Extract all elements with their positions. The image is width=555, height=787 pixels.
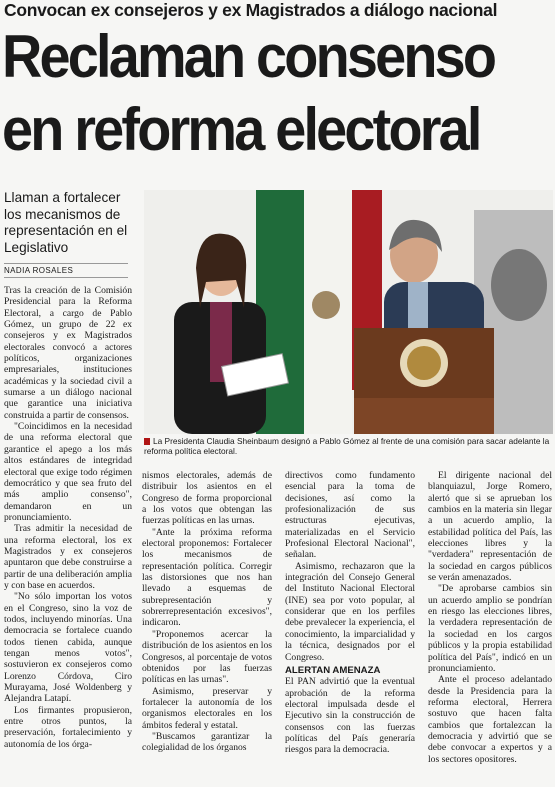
- headline-line-2: en reforma electoral: [2, 96, 480, 163]
- paragraph: El dirigente nacional del blanquiazul, Jorge Romero, alertó que si se aprueban los cambios en la materia sin llegar a un acuerdo amplio, la estabilidad política del País, las elecciones libres y la "verdadera" representación de la sociedad en cargos públicos se verán amenazados.: [428, 470, 552, 584]
- paragraph: "Coincidimos en la necesidad de una reforma electoral que garantice el apego a los más altos estándares de integridad electoral que exige todo régimen democrático y que sea fruto del más amplio consenso", demandaron en un pronunciamiento.: [4, 421, 132, 523]
- paragraph: directivos como fundamento esencial para la toma de decisiones, así como la profesionalización de sus estructuras ejecutivas, materializadas en el Servicio Profesional Electoral Nacional", señalan.: [285, 470, 415, 561]
- column-4: [428, 470, 552, 786]
- paragraph: Asimismo, rechazaron que la integración del Consejo General del Instituto Nacional Electoral (INE) sea por voto popular, al considerar que en los perfiles debe prevalecer la experiencia, el conocimiento, la imparcialidad y la técnica, designados por el Congreso.: [285, 560, 415, 663]
- column-2: [142, 470, 272, 786]
- column-3: [285, 470, 415, 786]
- paragraph: nismos electorales, además de distribuir los asientos en el Congreso de forma proporcional a los votos que obtengan las fuerzas políticas en las urnas.: [142, 470, 272, 527]
- paragraph: Ante el proceso adelantado desde la Presidencia para la reforma electoral, Herrera sostuvo que hacen falta cambios que fortalezcan la democracia y advirtió que se debe convocar a expertos y a los sectores opositores.: [428, 674, 552, 765]
- kicker: Convocan ex consejeros y ex Magistrados a diálogo nacional: [4, 0, 498, 20]
- byline: NADIA ROSALES: [4, 263, 128, 278]
- paragraph: "No sólo importan los votos en el Congreso, sino la voz de todos, incluyendo minorías. Una democracia se fortalece cuando todos tienen cabida, aunque tengan menos votos", sostuvieron ex consejeros como Lorenzo Córdova, Ciro Murayama, José Woldenberg y Alejandra Latapí.: [4, 591, 132, 705]
- paragraph: Los firmantes propusieron, entre otros puntos, la preservación, fortalecimiento y autonomía de los órga-: [4, 704, 132, 750]
- paragraph: Tras la creación de la Comisión Presidencial para la Reforma Electoral, a cargo de Pablo Gómez, un grupo de 22 ex consejeros y ex Magistrados electorales convocó a actores políticos, organizaciones empresariales, instituciones académicas y la sociedad civil a sumarse a un diálogo nacional que garantice una iniciativa construida a partir de consensos.: [4, 285, 132, 421]
- news-photo: [144, 190, 553, 434]
- caption-marker: [144, 438, 150, 445]
- photo-caption: [144, 436, 553, 456]
- photo-illustration: [144, 190, 553, 434]
- headline-line-1: Reclaman consenso: [2, 23, 495, 90]
- paragraph: Tras admitir la necesidad de una reforma electoral, los ex Magistrados y ex consejeros apuntaron que debe construirse a partir de una deliberación amplia y con base en acuerdos.: [4, 523, 132, 591]
- paragraph: "Ante la próxima reforma electoral proponemos: Fortalecer los mecanismos de representación política. Corregir las distorsiones que nos han llevado a esquemas de subrepresentación y sobrerrepresentación excesivos", indicaron.: [142, 526, 272, 629]
- paragraph: "Buscamos garantizar la colegialidad de los órganos: [142, 730, 272, 754]
- paragraph: Asimismo, preservar y fortalecer la autonomía de los organismos electorales en los ámbitos federal y estatal.: [142, 685, 272, 731]
- deck: Llaman a fortalecer los mecanismos de representación en el Legislativo: [4, 190, 128, 255]
- subheading: ALERTAN AMENAZA: [285, 664, 381, 676]
- caption-text: La Presidenta Claudia Sheinbaum designó a Pablo Gómez al frente de una comisión para sacar adelante la reforma política electoral.: [144, 436, 550, 457]
- column-1: [4, 285, 132, 785]
- paragraph: "Proponemos acercar la distribución de los asientos en los Congresos, al porcentaje de votos obtenidos por las fuerzas políticas en las urnas".: [142, 628, 272, 686]
- paragraph: El PAN advirtió que la eventual aprobación de la reforma electoral impulsada desde el Ejecutivo sin la construcción de consensos con las fuerzas políticas del País generaría riesgos para la democracia.: [285, 676, 415, 756]
- paragraph: "De aprobarse cambios sin un acuerdo amplio se pondrían en riesgo las elecciones libres, la verdadera representación de la sociedad en los cargos públicos y la propia estabilidad política del País", indicó en un pronunciamiento.: [428, 583, 552, 674]
